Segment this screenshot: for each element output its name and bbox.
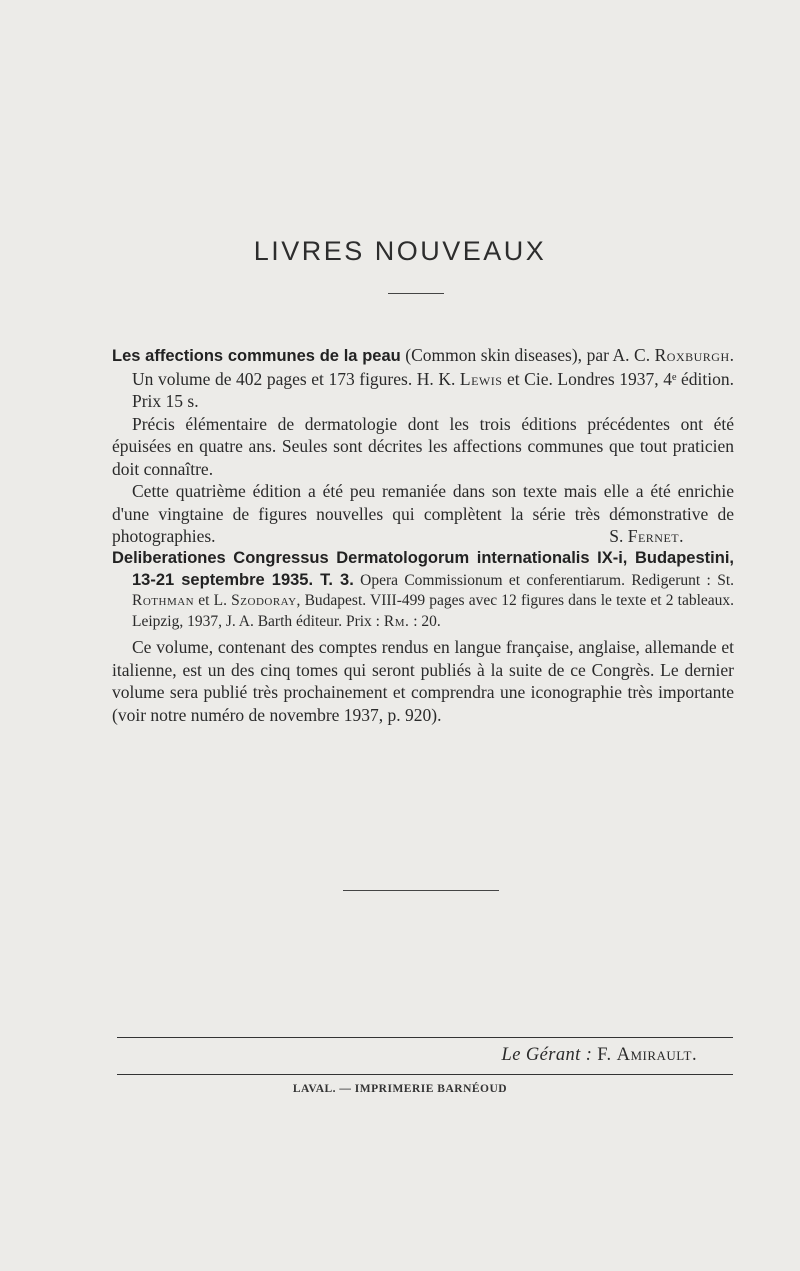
review-2-editor-1: Rothman [132,592,195,609]
review-1-author: Roxburgh [654,345,730,365]
review-1-header: Les affections communes de la peau (Common skin diseases), par A. C. Roxburgh. Un volume de 402 pages et 173 figures. H. K. Lewis et Cie. Londres 1937, 4ᵉ édition. Prix 15 s. [112,345,735,411]
review-entry-2 [112,548,734,726]
review-2-paragraph-1: Ce volume, contenant des comptes rendus en langue française, anglaise, allemande et italienne, est un des cinq tomes qui seront publiés à la suite de ce Congrès. Le dernier volume sera publié très prochainement et comprendra une iconographie très importante (voir notre numéro de novembre 1937, p. 920). [112,637,734,725]
review-1-book-title: Les affections communes de la peau [112,347,401,365]
review-1-paragraph-2: Cette quatrième édition a été peu remaniée dans son texte mais elle a été enrichie d'une vingtaine de figures nouvelles qui complètent la série très démonstrative de photographies. S. Fernet. [112,481,734,546]
gerant-line: Le Gérant : F. Amirault. [501,1045,697,1065]
footer-rule-top [117,1037,733,1038]
review-1-signature: S. Fernet. [609,526,684,546]
imprint-line: LAVAL. — IMPRIMERIE BARNÉOUD [292,1083,508,1095]
review-1-paragraph-1: Précis élémentaire de dermatologie dont les trois éditions précédentes ont été épuisées en quatre ans. Seules sont décrites les affections communes que tout praticien doit connaître. [112,413,734,479]
review-2-editor-2: Szodoray [231,592,297,609]
page-title: LIVRES NOUVEAUX [253,236,547,266]
title-divider [388,293,444,294]
footer-rule-bottom [117,1074,733,1075]
review-1-publisher: Lewis [459,368,503,389]
review-entry-1 [112,344,734,548]
review-2-header: Deliberationes Congressus Dermatologorum internationalis IX-i, Budapestini, 13-21 septembre 1935. T. 3. Opera Commissionum et conferentiarum. Redigerunt : St. Rothman et L. Szodoray, Budapest. VIII-499 pages avec 12 figures dans le texte et 2 tableaux. Leipzig, 1937, J. A. Barth éditeur. Prix : Rm. : 20. [112,549,735,630]
section-separator [343,890,499,891]
review-2-book-title: Deliberationes Congressus Dermatologorum internationalis IX-i, Budapestini, 13-21 septembre 1935. T. 3. [112,549,734,589]
